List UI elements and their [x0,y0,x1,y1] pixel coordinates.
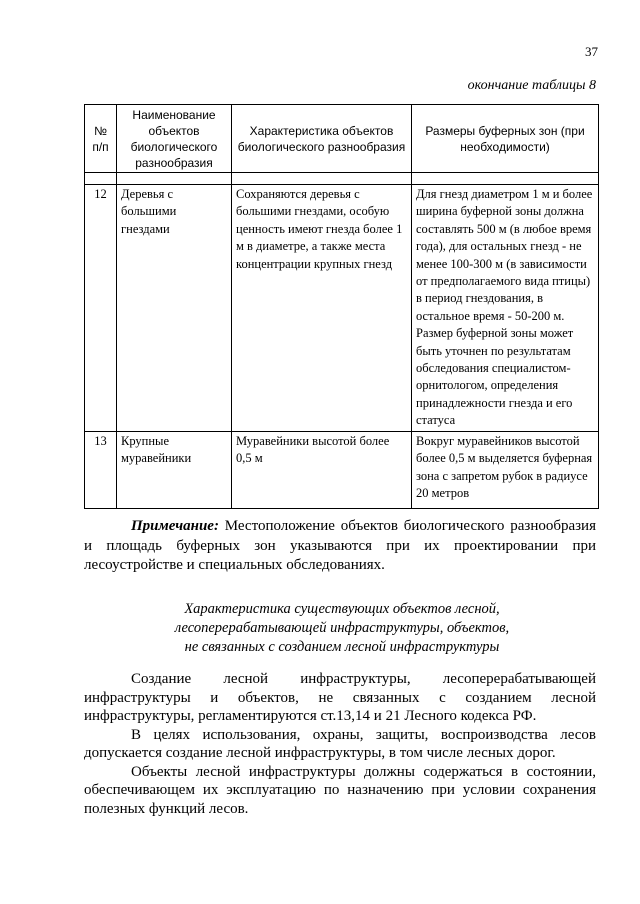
paragraph: В целях использования, охраны, защиты, воспроизводства лесов допускается создание лесной инфраструктуры, в том числе лесных дорог. [84,726,596,761]
row-buffer: Вокруг муравейников высотой более 0,5 м выделяется буферная зона с запретом рубок в радиусе 20 метров [412,431,599,508]
section-heading-line: Характеристика существующих объектов лесной, [184,601,500,617]
header-buffer: Размеры буферных зон (при необходимости) [412,105,599,173]
table-header-row [85,105,599,173]
row-name: Крупные муравейники [117,431,232,508]
header-name: Наименование объектов биологического разнообразия [117,105,232,173]
row-buffer: Для гнезд диаметром 1 м и более ширина буферной зоны должна составлять 500 м (в любое время года), для остальных гнезд - не менее 100-300 м (в зависимости от предполагаемого вида птицы) в период гнездования, в остальное время - 50-200 м. Размер буферной зоны может быть уточнен по результатам обследования специалистом-орнитологом, определения принадлежности гнезда и его статуса [412,185,599,432]
row-characteristic: Сохраняются деревья с большими гнездами, особую ценность имеют гнезда более 1 м в диаметре, а также места концентрации крупных гнезд [232,185,412,432]
biodiversity-table [84,104,599,509]
table-row [85,431,599,508]
paragraph: Создание лесной инфраструктуры, лесоперерабатывающей инфраструктуры и объектов, не связанных с созданием лесной инфраструктуры, регламентируются ст.13,14 и 21 Лесного кодекса РФ. [84,671,596,724]
section-heading-line: не связанных с созданием лесной инфраструктуры [184,639,500,655]
table-note [84,517,596,576]
paragraph: Объекты лесной инфраструктуры должны содержаться в состоянии, обеспечивающем их эксплуатацию по назначению при условии сохранения полезных функций лесов. [84,763,596,817]
note-label: Примечание: [131,518,219,534]
table-spacer-row [85,173,599,185]
row-name: Деревья с большими гнездами [117,185,232,432]
page-number: 37 [585,44,598,59]
row-number: 12 [85,185,117,432]
section-heading-line: лесоперерабатывающей инфраструктуры, объектов, [174,620,510,636]
table-caption: окончание таблицы 8 [467,78,596,93]
section-heading [84,600,600,657]
header-number: № п/п [85,105,117,173]
header-characteristic: Характеристика объектов биологического разнообразия [232,105,412,173]
row-number: 13 [85,431,117,508]
row-characteristic: Муравейники высотой более 0,5 м [232,431,412,508]
table-row [85,185,599,432]
note-text: Местоположение объектов биологического разнообразия и площадь буферных зон указываются при их проектировании при лесоустройстве и специальных обследованиях. [84,518,596,573]
body-text [84,670,596,818]
